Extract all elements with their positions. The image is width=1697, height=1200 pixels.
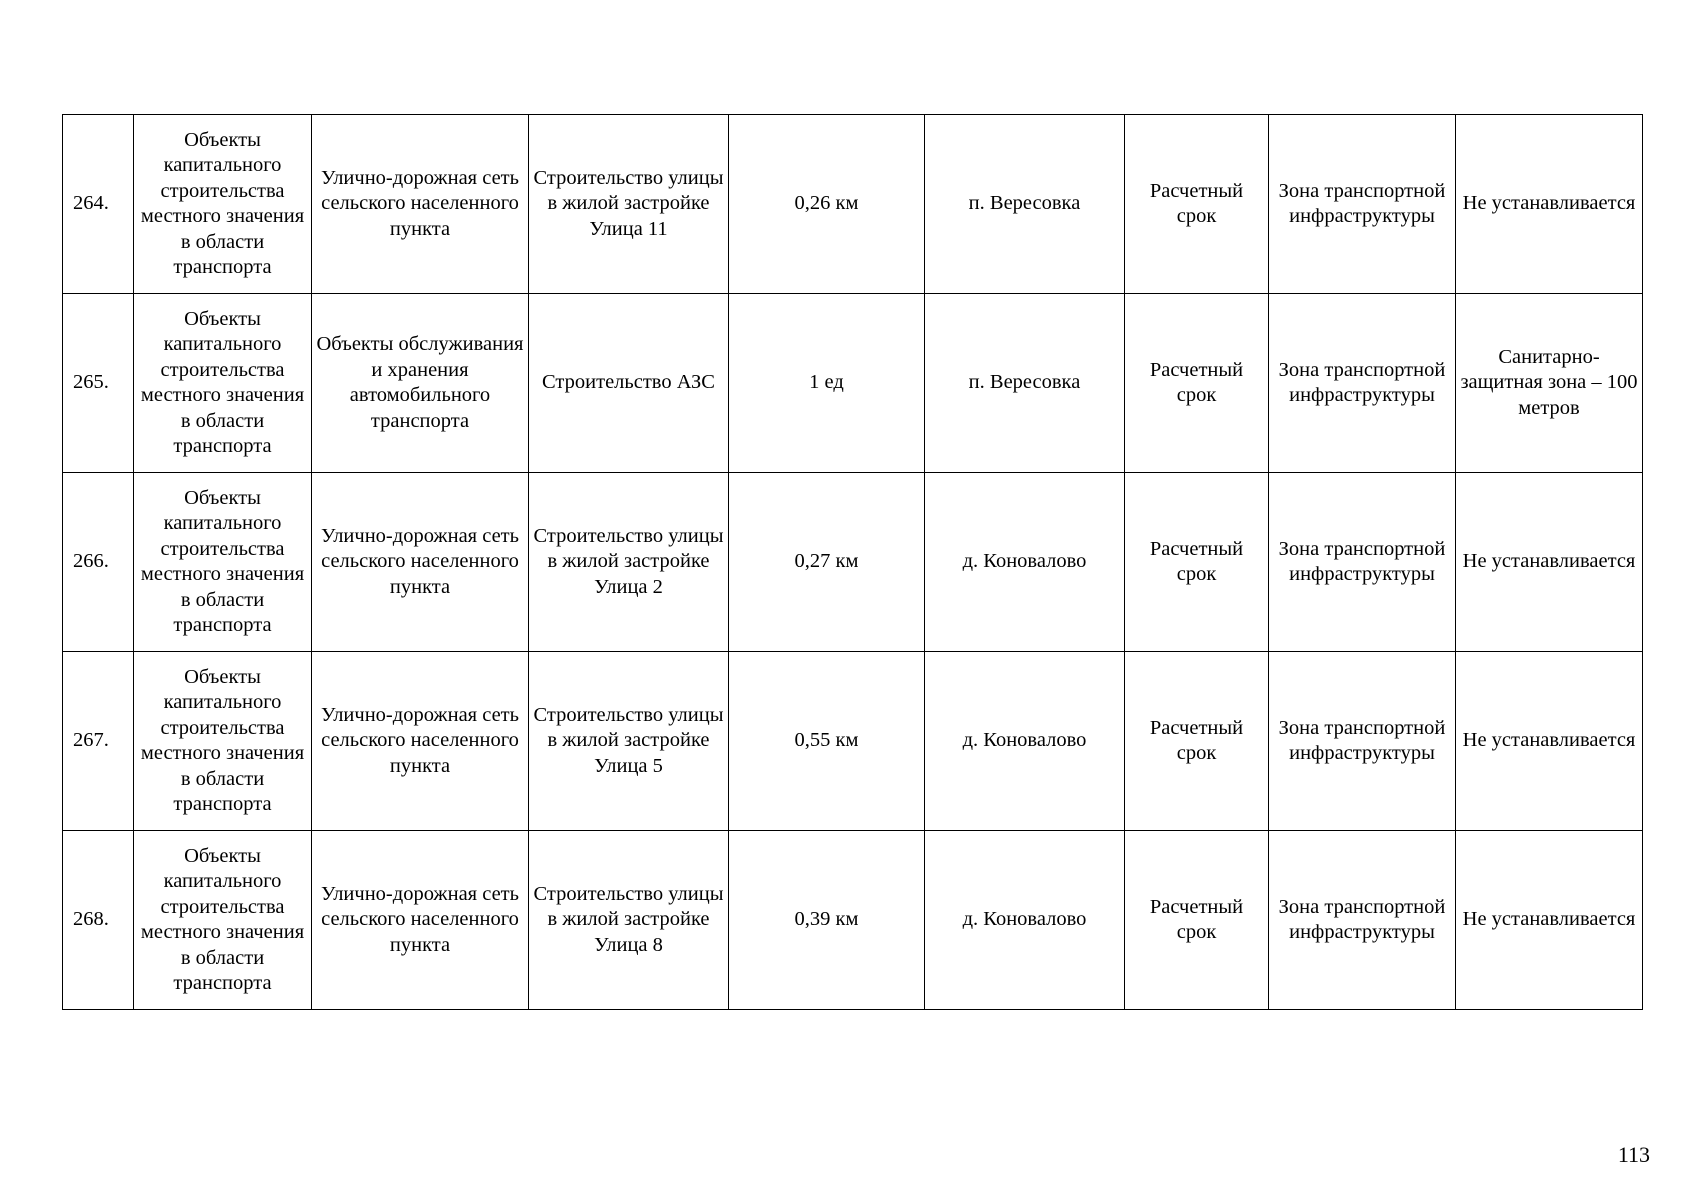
object-type: Объекты обслуживания и хранения автомобильного транспорта (312, 294, 529, 473)
functional-zone: Зона транспортной инфраструктуры (1269, 831, 1456, 1010)
zone-restriction: Не устанавливается (1456, 115, 1643, 294)
row-number: 268. (63, 831, 134, 1010)
implementation-period: Расчетный срок (1125, 294, 1269, 473)
row-number: 264. (63, 115, 134, 294)
object-category: Объекты капитального строительства местного значения в области транспорта (134, 115, 312, 294)
object-capacity: 0,26 км (729, 115, 925, 294)
zone-restriction: Санитарно-защитная зона – 100 метров (1456, 294, 1643, 473)
zone-restriction: Не устанавливается (1456, 473, 1643, 652)
object-description: Строительство улицы в жилой застройке Улица 11 (529, 115, 729, 294)
functional-zone: Зона транспортной инфраструктуры (1269, 115, 1456, 294)
object-description: Строительство АЗС (529, 294, 729, 473)
object-capacity: 0,27 км (729, 473, 925, 652)
object-description: Строительство улицы в жилой застройке Улица 5 (529, 652, 729, 831)
object-type: Улично-дорожная сеть сельского населенного пункта (312, 473, 529, 652)
object-type: Улично-дорожная сеть сельского населенного пункта (312, 831, 529, 1010)
object-capacity: 0,39 км (729, 831, 925, 1010)
implementation-period: Расчетный срок (1125, 115, 1269, 294)
object-category: Объекты капитального строительства местного значения в области транспорта (134, 294, 312, 473)
zone-restriction: Не устанавливается (1456, 831, 1643, 1010)
functional-zone: Зона транспортной инфраструктуры (1269, 652, 1456, 831)
table-row (63, 652, 1643, 831)
object-capacity: 1 ед (729, 294, 925, 473)
object-description: Строительство улицы в жилой застройке Улица 2 (529, 473, 729, 652)
object-location: п. Вересовка (925, 294, 1125, 473)
implementation-period: Расчетный срок (1125, 831, 1269, 1010)
object-type: Улично-дорожная сеть сельского населенного пункта (312, 115, 529, 294)
table-row (63, 294, 1643, 473)
functional-zone: Зона транспортной инфраструктуры (1269, 294, 1456, 473)
implementation-period: Расчетный срок (1125, 652, 1269, 831)
table-body (63, 115, 1643, 1010)
object-location: д. Коновалово (925, 831, 1125, 1010)
objects-table (62, 114, 1643, 1010)
implementation-period: Расчетный срок (1125, 473, 1269, 652)
object-category: Объекты капитального строительства местного значения в области транспорта (134, 473, 312, 652)
object-category: Объекты капитального строительства местного значения в области транспорта (134, 831, 312, 1010)
page-number: 113 (1617, 1142, 1650, 1167)
table-row (63, 831, 1643, 1010)
object-category: Объекты капитального строительства местного значения в области транспорта (134, 652, 312, 831)
row-number: 265. (63, 294, 134, 473)
zone-restriction: Не устанавливается (1456, 652, 1643, 831)
table-row (63, 473, 1643, 652)
object-location: д. Коновалово (925, 652, 1125, 831)
object-location: п. Вересовка (925, 115, 1125, 294)
table-row (63, 115, 1643, 294)
row-number: 267. (63, 652, 134, 831)
row-number: 266. (63, 473, 134, 652)
object-type: Улично-дорожная сеть сельского населенного пункта (312, 652, 529, 831)
functional-zone: Зона транспортной инфраструктуры (1269, 473, 1456, 652)
object-description: Строительство улицы в жилой застройке Улица 8 (529, 831, 729, 1010)
object-capacity: 0,55 км (729, 652, 925, 831)
object-location: д. Коновалово (925, 473, 1125, 652)
